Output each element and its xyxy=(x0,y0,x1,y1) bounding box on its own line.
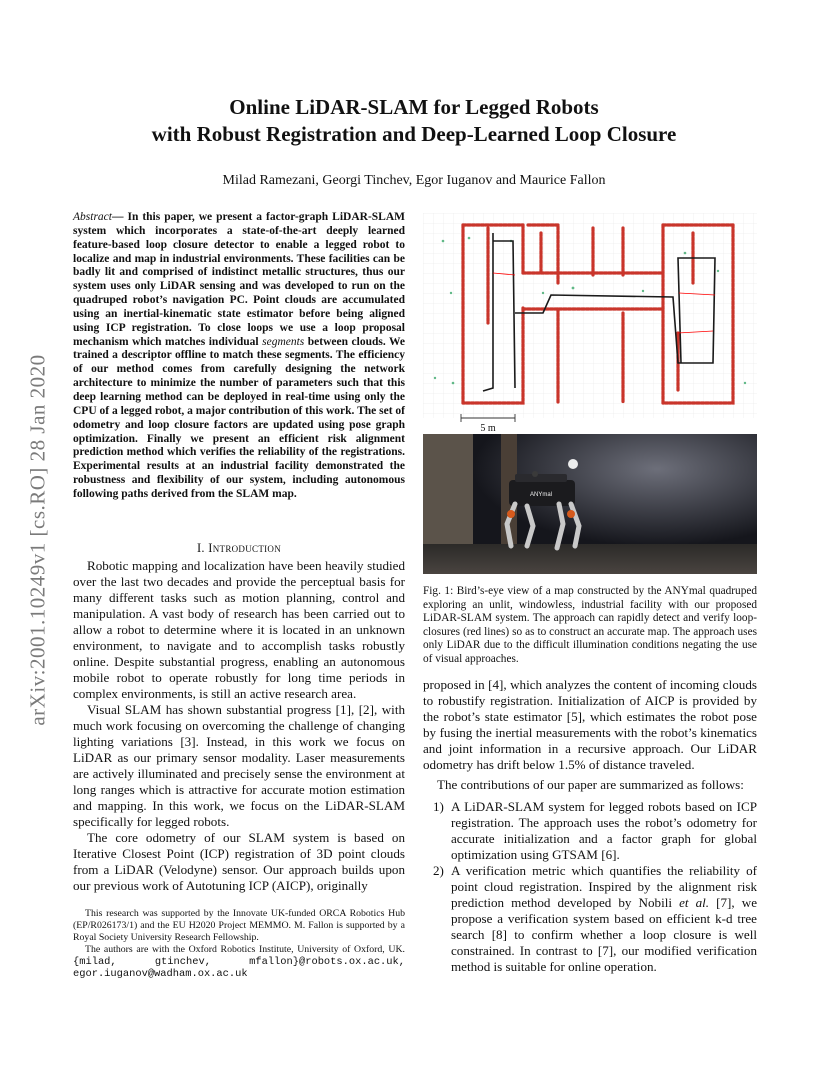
footnote-funding: This research was supported by the Innovate UK-funded ORCA Robotics Hub (EP/R026173/1) and the EU H2020 Project MEMMO. M. Fallon is supported by a Royal Society University Research Fellowship. xyxy=(73,908,405,943)
abstract-emph: segments xyxy=(262,335,305,348)
list-item xyxy=(423,863,757,975)
arxiv-stamp: arXiv:2001.10249v1 [cs.RO] 28 Jan 2020 xyxy=(25,354,50,726)
intro-paragraph-3: The core odometry of our SLAM system is based on Iterative Closest Point (ICP) registration of 3D point clouds from a LiDAR (Velodyne) sensor. Our approach builds upon our previous work of Autotuning ICP (AICP), originally xyxy=(73,830,405,893)
title-line-1: Online LiDAR-SLAM for Legged Robots xyxy=(229,95,599,119)
list-item-text-b: [7], we propose a verification system based on efficient k-d tree search [8] to confirm whether a loop closure is well constrained. In contrast to [7], our modified verification method is suitable for online operation. xyxy=(451,895,758,974)
caption-text: Bird’s-eye view of a map constructed by the ANYmal quadruped exploring an unlit, windowless, industrial facility with our proposed LiDAR-SLAM system. The approach can rapidly detect and verify loop-closures (red lines) so as to construct an accurate map. The approach uses only LiDAR due to the difficult illumination conditions negating the use of visual approaches. xyxy=(423,585,758,665)
list-item-text: A LiDAR-SLAM system for legged robots based on ICP registration. The approach uses the robot’s odometry for accurate initialization and a factor graph for global optimization using GTSAM [6]. xyxy=(451,799,757,862)
right-paragraph-2: The contributions of our paper are summarized as follows: xyxy=(437,777,744,792)
intro-paragraph-2: Visual SLAM has shown substantial progress [1], [2], with much work focusing on overcoming the challenge of changing lighting variations [3]. Instead, in this work we focus on LiDAR as our primary sensor modality. Laser measurements are actively illuminated and precisely sense the environment at long ranges which is attractive for accurate motion estimation and mapping. In this work, we focus on the LiDAR-SLAM specifically for legged robots. xyxy=(73,702,405,829)
title-line-2: with Robust Registration and Deep-Learned Loop Closure xyxy=(151,122,677,146)
right-paragraph-1: proposed in [4], which analyzes the content of incoming clouds to robustify registration. Initialization of AICP is provided by the robot’s state estimator [5], which estimates the robot pose by fusing the inertial measurements with the robot’s kinematics and joint information in a recursive approach. Our LiDAR odometry has drift below 1.5% of distance traveled. xyxy=(423,677,757,772)
right-column-body xyxy=(423,677,757,975)
robot-logo-text: ANYmal xyxy=(529,492,553,498)
list-item-number: 1) xyxy=(433,799,444,814)
section-heading-introduction: I. Introduction xyxy=(196,541,282,555)
photo-light xyxy=(568,459,578,469)
footnote-affiliation-block xyxy=(73,944,405,980)
footnote-affiliation: The authors are with the Oxford Robotics Institute, University of Oxford, UK. xyxy=(85,944,405,955)
abstract-dash: — xyxy=(111,211,128,223)
map-figure xyxy=(423,213,757,435)
footnote xyxy=(73,908,405,980)
intro-paragraph-1: Robotic mapping and localization have been heavily studied over the last two decades and provide the perceptual basis for many different tasks such as motion planning, control and manipulation. A vast body of research has been carried out to allow a robot to determine where it is located in an unknown environment, to navigate and to accomplish tasks robustly online. Despite substantial progress, enabling an autonomous mobile robot to operate robustly for long time periods in complex environments, is still an active research area. xyxy=(73,558,405,701)
list-item-emph: et al. xyxy=(679,895,710,910)
author-list: Milad Ramezani, Georgi Tinchev, Egor Iuganov and Maurice Fallon xyxy=(222,173,606,188)
map-grid xyxy=(423,213,757,418)
robot-photo xyxy=(423,434,757,574)
abstract-text-a: In this paper, we present a factor-graph LiDAR-SLAM system which incorporates a state-of-the-art deeply learned feature-based loop closure detector to enable a legged robot to localize and map in industrial environments. These facilities can be badly lit and comprised of indistinct metallic structures, thus our system uses only LiDAR sensing and was developed to run on the quadruped robot’s navigation PC. Point clouds are accumulated using an inertial-kinematic state estimator before being aligned using ICP registration. To close loops we use a loop proposal mechanism which matches individual xyxy=(73,211,406,348)
abstract-text-b: between clouds. We trained a descriptor offline to match these segments. The efficiency of our method comes from carefully designing the network architecture to minimize the number of parameters such that this deep learning method can be deployed in real-time using only the CPU of a legged robot, a major contribution of this work. The set of odometry and loop closure factors are updated using pose graph optimization. Finally we present an efficient risk alignment prediction method which verifies the reliability of the registrations. Experimental results at an industrial facility demonstrated the robustness and flexibility of our system, including autonomous following paths derived from the SLAM map. xyxy=(73,335,405,500)
footnote-emails: {milad, gtinchev, mfallon}@robots.ox.ac.uk, egor.iuganov@wadham.ox.ac.uk xyxy=(73,956,405,980)
introduction-body xyxy=(73,558,405,894)
contributions-list xyxy=(423,799,757,975)
scale-bar-label: 5 m xyxy=(480,423,496,434)
caption-label: Fig. 1: xyxy=(423,585,454,597)
paper-title xyxy=(0,94,828,148)
list-item xyxy=(423,799,757,863)
photo-floor xyxy=(423,544,757,574)
list-item-number: 2) xyxy=(433,863,444,878)
abstract xyxy=(73,211,405,502)
list-item-text-a: A verification metric which quantifies the reliability of point cloud registration. Inspired by the alignment risk prediction method developed by Nobili xyxy=(451,863,757,910)
figure-caption xyxy=(423,585,757,667)
abstract-label: Abstract xyxy=(73,211,112,223)
